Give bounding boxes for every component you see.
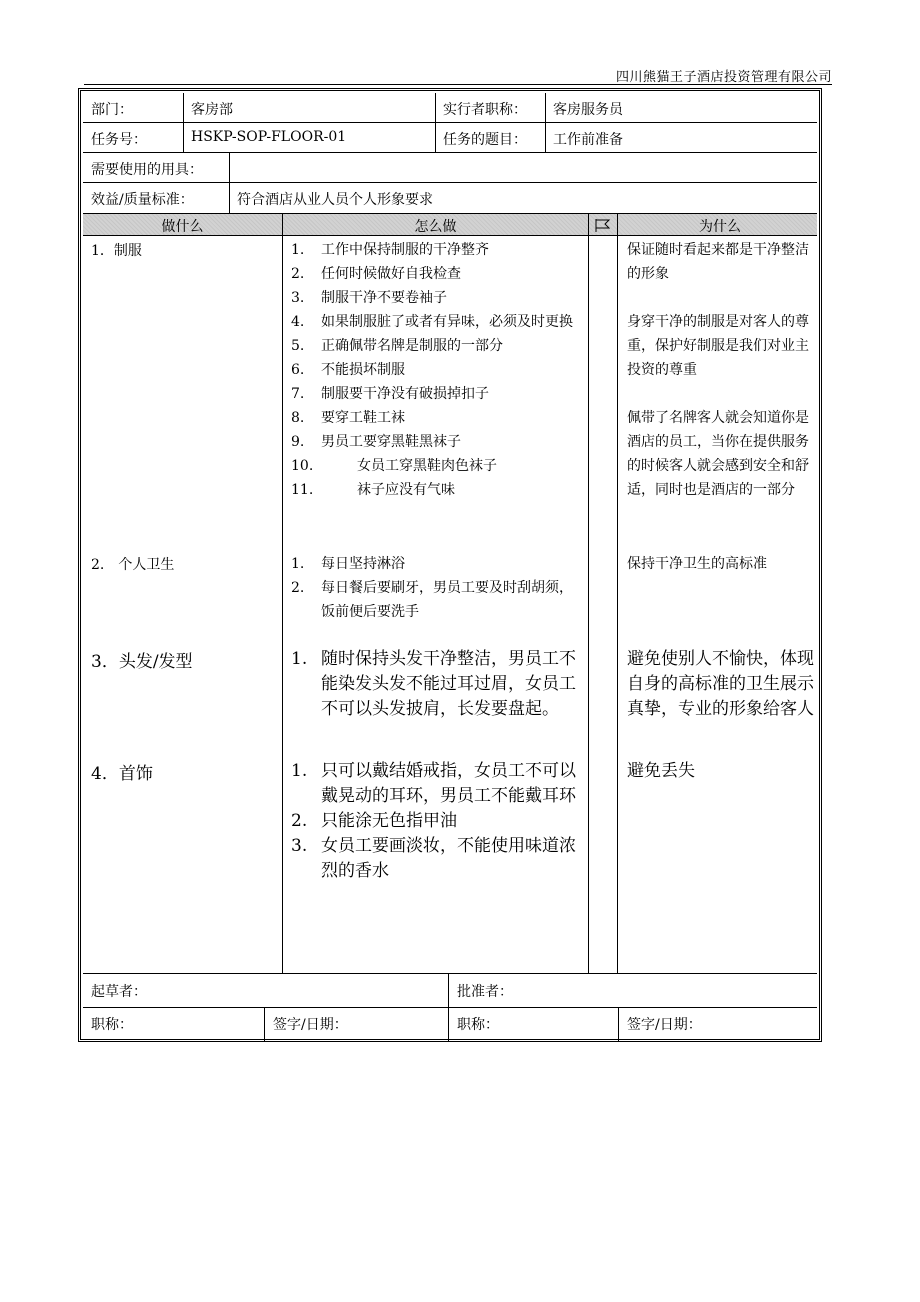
what-jewelry: 4．首饰 (91, 764, 153, 784)
how-hygiene-list (291, 552, 583, 624)
how-jewelry-list (291, 759, 587, 884)
why-hair: 避免使别人不愉快，体现自身的高标准的卫生展示真挚，专业的形象给客人 (627, 649, 814, 719)
list-item: 6. 不能损坏制服 (291, 362, 405, 378)
tools-label: 需要使用的用具： (91, 162, 203, 178)
list-item: 8. 要穿工鞋工袜 (291, 410, 405, 426)
flag-icon (590, 217, 616, 233)
dept-label: 部门： (91, 102, 133, 118)
list-item: 1. 工作中保持制服的干净整齐 (291, 242, 489, 258)
what-hair: 3．头发/发型 (91, 652, 193, 672)
why-jewelry: 避免丢失 (627, 761, 695, 781)
why-hygiene: 保持干净卫生的高标准 (627, 556, 767, 572)
role-value: 客房服务员 (553, 102, 623, 118)
list-item: 9. 男员工要穿黑鞋黑袜子 (291, 434, 461, 450)
sop-form (78, 88, 822, 1042)
col-how-header: 怎么做 (414, 219, 457, 235)
approver-title-label: 职称： (457, 1017, 499, 1033)
role-label: 实行者职称： (443, 102, 527, 118)
list-item: 4. 如果制服脏了或者有异味，必须及时更换 (291, 314, 573, 330)
what-hygiene: 2. 个人卫生 (91, 557, 175, 573)
col-why-header: 为什么 (699, 219, 741, 235)
quality-value: 符合酒店从业人员个人形象要求 (237, 192, 433, 208)
company-name: 四川熊猫王子酒店投资管理有限公司 (615, 70, 832, 85)
list-item: 2. 每日餐后要刷牙，男员工要及时刮胡须，饭前便后要洗手 (291, 580, 573, 620)
why-uniform-1: 保证随时看起来都是干净整洁的形象 (627, 242, 809, 282)
list-item: 5. 正确佩带名牌是制服的一部分 (291, 338, 503, 354)
list-item: 1. 每日坚持淋浴 (291, 556, 405, 572)
what-uniform: 1．制服 (91, 243, 142, 259)
how-hair-list (291, 647, 587, 722)
task-no-value: HSKP-SOP-FLOOR-01 (191, 129, 347, 145)
list-item: 1. 随时保持头发干净整洁，男员工不能染发头发不能过耳过眉，女员工不可以头发披肩，长发要盘起。 (291, 649, 576, 719)
drafter-sign-label: 签字/日期： (273, 1017, 348, 1033)
quality-label: 效益/质量标准： (91, 192, 194, 208)
col-what-header: 做什么 (161, 219, 204, 235)
task-no-label: 任务号： (91, 132, 147, 148)
header-rule (84, 84, 832, 85)
list-item: 10. 女员工穿黑鞋肉色袜子 (291, 458, 497, 474)
list-item: 1. 只可以戴结婚戒指，女员工不可以戴晃动的耳环，男员工不能戴耳环 (291, 761, 576, 806)
drafter-title-label: 职称： (91, 1017, 133, 1033)
why-uniform-3: 佩带了名牌客人就会知道你是酒店的员工，当你在提供服务的时候客人就会感到安全和舒适，同时也是酒店的一部分 (627, 410, 809, 498)
approver-sign-label: 签字/日期： (627, 1017, 702, 1033)
dept-value: 客房部 (191, 102, 233, 118)
list-item: 2. 只能涂无色指甲油 (291, 811, 457, 831)
list-item: 3. 制服干净不要卷袖子 (291, 290, 447, 306)
drafter-label: 起草者： (91, 984, 147, 1000)
approver-label: 批准者： (457, 984, 513, 1000)
why-uniform-2: 身穿干净的制服是对客人的尊重，保护好制服是我们对业主投资的尊重 (627, 314, 809, 378)
list-item: 7. 制服要干净没有破损掉扣子 (291, 386, 489, 402)
list-item: 2. 任何时候做好自我检查 (291, 266, 461, 282)
list-item: 11. 袜子应没有气味 (291, 482, 455, 498)
task-title-value: 工作前准备 (553, 132, 623, 148)
list-item: 3. 女员工要画淡妆，不能使用味道浓烈的香水 (291, 836, 576, 881)
task-title-label: 任务的题目： (443, 132, 527, 148)
how-uniform-list (291, 238, 583, 502)
